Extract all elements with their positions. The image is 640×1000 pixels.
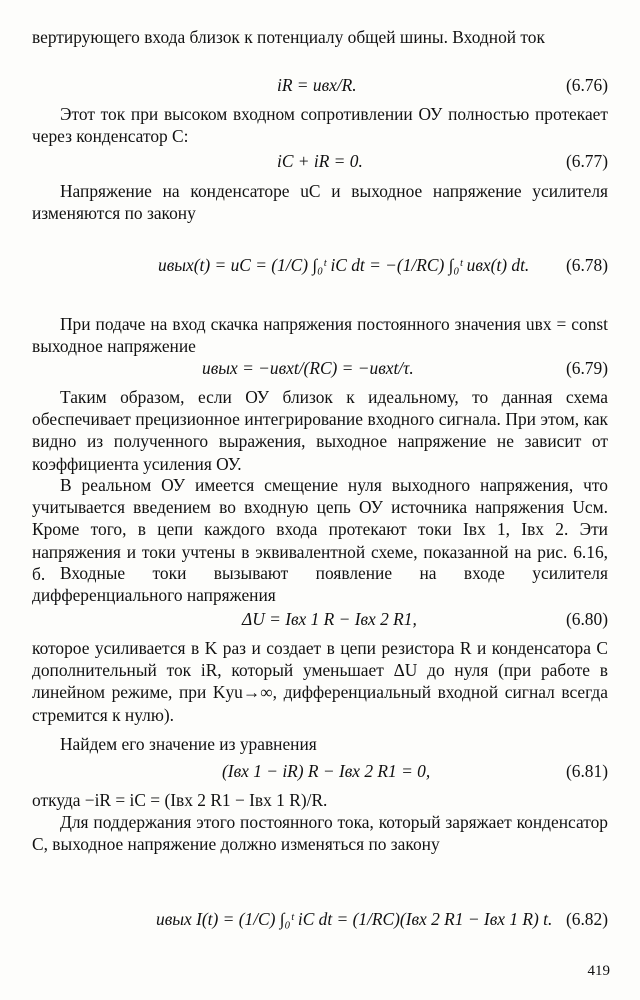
- equation-6-76: [32, 74, 608, 98]
- paragraph-6: В реальном ОУ имеется смещение нуля выходного напряжения, что учитывается введением во входную цепь ОУ источника напряжения Uсм. Кроме того, в цепи каждого входа протекают токи Iвх 1, Iвх 2. Эти напряжения и токи учтены в эквивалентной схеме, показанной на рис. 6.16, б.: [32, 475, 608, 584]
- equation-number: (6.78): [565, 255, 608, 275]
- paragraph-3: Напряжение на конденсаторе uC и выходное напряжение усилителя изменяются по закону: [32, 181, 608, 224]
- equation-number: (6.81): [565, 761, 608, 781]
- equation-formula: uвых = −uвхt/(RC) = −uвхt/τ.: [202, 358, 414, 378]
- paragraph-7: Входные токи вызывают появление на входе усилителя дифференциального напряжения: [32, 563, 608, 606]
- equation-number: (6.76): [565, 75, 608, 95]
- equation-6-79: [32, 357, 608, 381]
- equation-6-82: [32, 880, 608, 960]
- paragraph-2: Этот ток при высоком входном сопротивлении ОУ полностью протекает через конденсатор C:: [32, 104, 608, 147]
- equation-formula: ΔU = Iвх 1 R − Iвх 2 R1,: [242, 609, 417, 629]
- equation-6-81: [32, 760, 608, 784]
- equation-6-78: [32, 226, 608, 306]
- paragraph-10: откуда −iR = iC = (Iвх 2 R1 − Iвх 1 R)/R.: [32, 790, 328, 810]
- equation-formula: iR = uвх/R.: [277, 75, 357, 95]
- equation-formula: uвых I(t) = (1/C) ∫₀ᵗ iC dt = (1/RC)(Iвх 2 R1 − Iвх 1 R) t.: [156, 909, 553, 929]
- equation-number: (6.80): [565, 609, 608, 629]
- paragraph-4: При подаче на вход скачка напряжения постоянного значения uвх = const выходное напряжение: [32, 314, 608, 357]
- paragraph-1: вертирующего входа близок к потенциалу общей шины. Входной ток: [32, 27, 545, 47]
- equation-formula: uвых(t) = uC = (1/C) ∫₀ᵗ iC dt = −(1/RC) ∫₀ᵗ uвх(t) dt.: [158, 255, 530, 275]
- equation-number: (6.82): [565, 909, 608, 929]
- paragraph-5: Таким образом, если ОУ близок к идеальному, то данная схема обеспечивает прецизионное интегрирование входного сигнала. При этом, как видно из полученного выражения, выходное напряжение не зависит от коэффициента усиления ОУ.: [32, 387, 608, 474]
- equation-6-80: [32, 608, 608, 632]
- paragraph-8: которое усиливается в K раз и создает в цепи резистора R и конденсатора C дополнительный ток iR, который уменьшает ΔU до нуля (при работе в линейном режиме, при Kyu→∞, дифференциальный входной сигнал всегда стремится к нулю).: [32, 638, 608, 725]
- equation-6-77: [32, 150, 608, 174]
- equation-formula: iC + iR = 0.: [277, 151, 363, 171]
- paragraph-9: Найдем его значение из уравнения: [60, 734, 317, 754]
- equation-formula: (Iвх 1 − iR) R − Iвх 2 R1 = 0,: [222, 761, 431, 781]
- paragraph-11: Для поддержания этого постоянного тока, который заряжает конденсатор C, выходное напряжение должно изменяться по закону: [32, 812, 608, 855]
- equation-number: (6.77): [565, 151, 608, 171]
- equation-number: (6.79): [565, 358, 608, 378]
- page-number: 419: [587, 963, 610, 979]
